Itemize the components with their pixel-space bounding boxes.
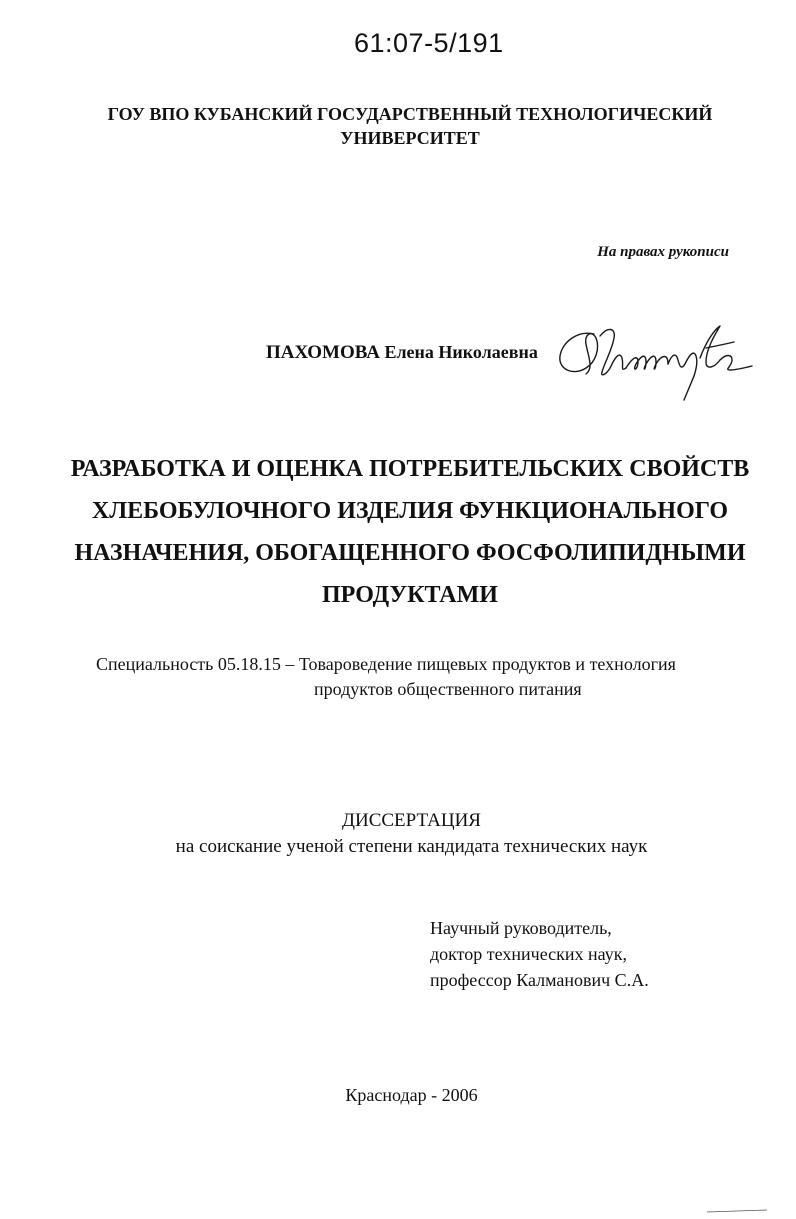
specialty <box>96 652 736 702</box>
signature-icon <box>556 312 756 404</box>
dissertation-block <box>0 808 796 860</box>
specialty-line-1: Специальность 05.18.15 – Товароведение пищевых продуктов и технология <box>96 654 676 674</box>
author-surname: ПАХОМОВА <box>266 342 380 363</box>
organization-name <box>80 102 740 150</box>
organization-line-1: ГОУ ВПО КУБАНСКИЙ ГОСУДАРСТВЕННЫЙ ТЕХНОЛОГИЧЕСКИЙ <box>107 104 713 124</box>
scientific-advisor <box>430 915 649 993</box>
author-given-names: Елена Николаевна <box>384 342 538 362</box>
author-name <box>266 342 538 364</box>
organization-line-2: УНИВЕРСИТЕТ <box>340 128 480 148</box>
scan-edge-mark <box>707 1207 767 1215</box>
city-year: Краснодар - 2006 <box>345 1085 478 1105</box>
advisor-line-1: Научный руководитель, <box>430 918 612 938</box>
advisor-line-3: профессор Калманович С.А. <box>430 970 649 990</box>
title-line-4: ПРОДУКТАМИ <box>322 582 498 608</box>
title-line-1: РАЗРАБОТКА И ОЦЕНКА ПОТРЕБИТЕЛЬСКИХ СВОЙСТВ <box>70 456 750 482</box>
catalog-number: 61:07-5/191 <box>354 28 504 58</box>
advisor-line-2: доктор технических наук, <box>430 944 627 964</box>
title-line-2: ХЛЕБОБУЛОЧНОГО ИЗДЕЛИЯ ФУНКЦИОНАЛЬНОГО <box>91 498 729 524</box>
dissertation-title <box>70 448 750 616</box>
specialty-line-2: продуктов общественного питания <box>314 679 582 699</box>
rights-note: На правах рукописи <box>597 244 729 260</box>
dissertation-heading: ДИССЕРТАЦИЯ <box>342 810 481 831</box>
dissertation-subheading: на соискание ученой степени кандидата технических наук <box>175 836 648 857</box>
title-line-3: НАЗНАЧЕНИЯ, ОБОГАЩЕННОГО ФОСФОЛИПИДНЫМИ <box>74 540 746 566</box>
